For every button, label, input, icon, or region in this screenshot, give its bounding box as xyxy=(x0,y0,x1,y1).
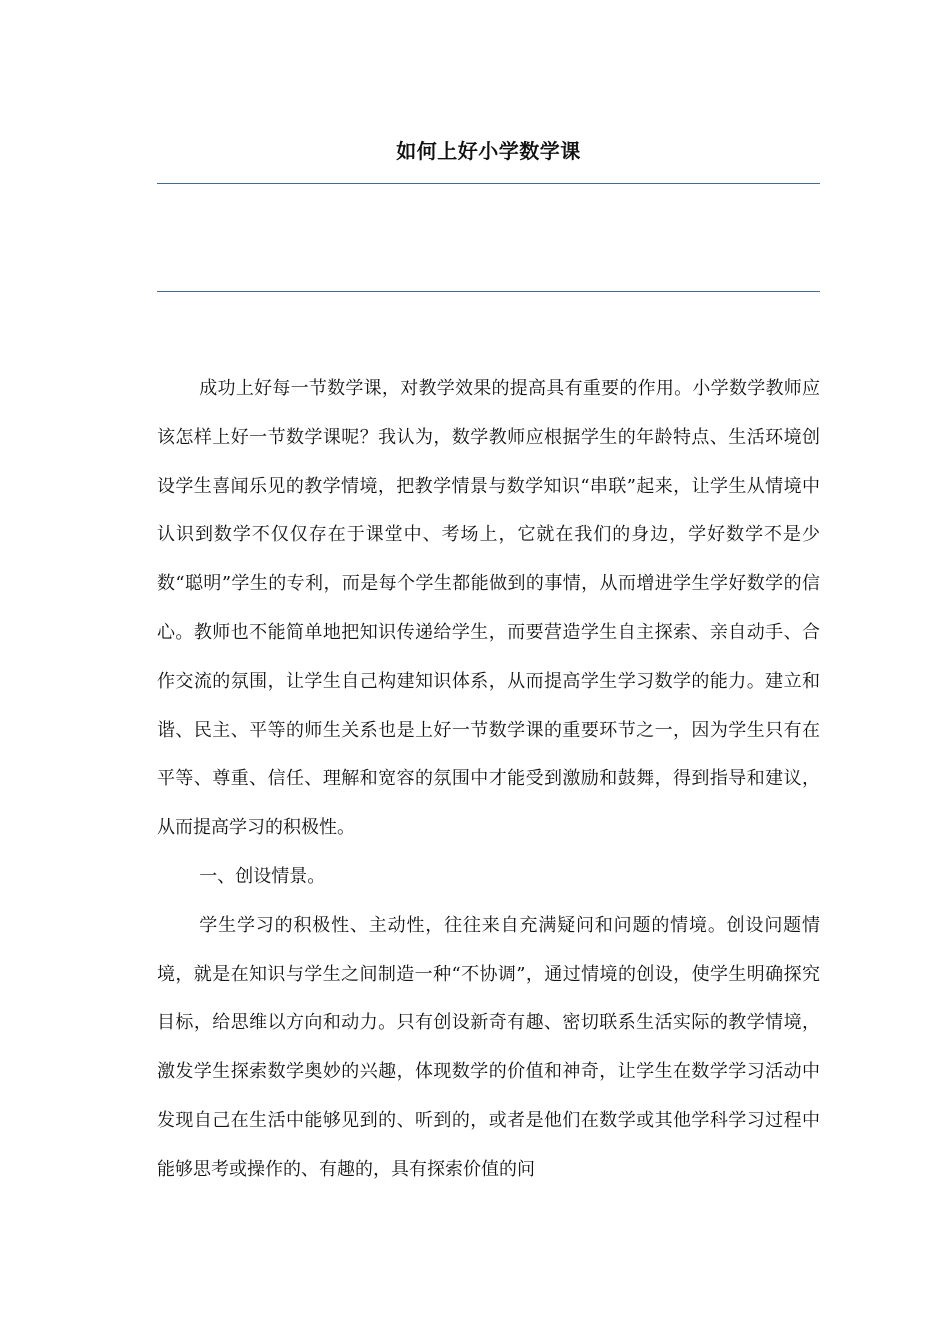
paragraph-section-1: 学生学习的积极性、主动性，往往来自充满疑问和问题的情境。创设问题情境，就是在知识与学生之间制造一种“不协调”，通过情境的创设，使学生明确探究目标，给思维以方向和动力。只有创设新奇有趣、密切联系生活实际的教学情境，激发学生探索数学奥妙的兴趣，体现数学的价值和神奇，让学生在数学学习活动中发现自己在生活中能够见到的、听到的，或者是他们在数学或其他学科学习过程中能够思考或操作的、有趣的，具有探索价值的问 xyxy=(157,914,820,1180)
header-rule-bottom xyxy=(157,291,820,292)
document-body xyxy=(157,365,820,1195)
document-title: 如何上好小学数学课 xyxy=(396,139,581,163)
section-heading-1: 一、创设情景。 xyxy=(199,865,326,887)
header-rule-top xyxy=(157,183,820,184)
paragraph-intro: 成功上好每一节数学课，对教学效果的提高具有重要的作用。小学数学教师应该怎样上好一节数学课呢？我认为，数学教师应根据学生的年龄特点、生活环境创设学生喜闻乐见的教学情境，把教学情景与数学知识“串联”起来，让学生从情境中认识到数学不仅仅存在于课堂中、考场上，它就在我们的身边，学好数学不是少数“聪明”学生的专利，而是每个学生都能做到的事情，从而增进学生学好数学的信心。教师也不能简单地把知识传递给学生，而要营造学生自主探索、亲自动手、合作交流的氛围，让学生自己构建知识体系，从而提高学生学习数学的能力。建立和谐、民主、平等的师生关系也是上好一节数学课的重要环节之一，因为学生只有在平等、尊重、信任、理解和宽容的氛围中才能受到激励和鼓舞，得到指导和建议，从而提高学习的积极性。 xyxy=(157,378,820,839)
